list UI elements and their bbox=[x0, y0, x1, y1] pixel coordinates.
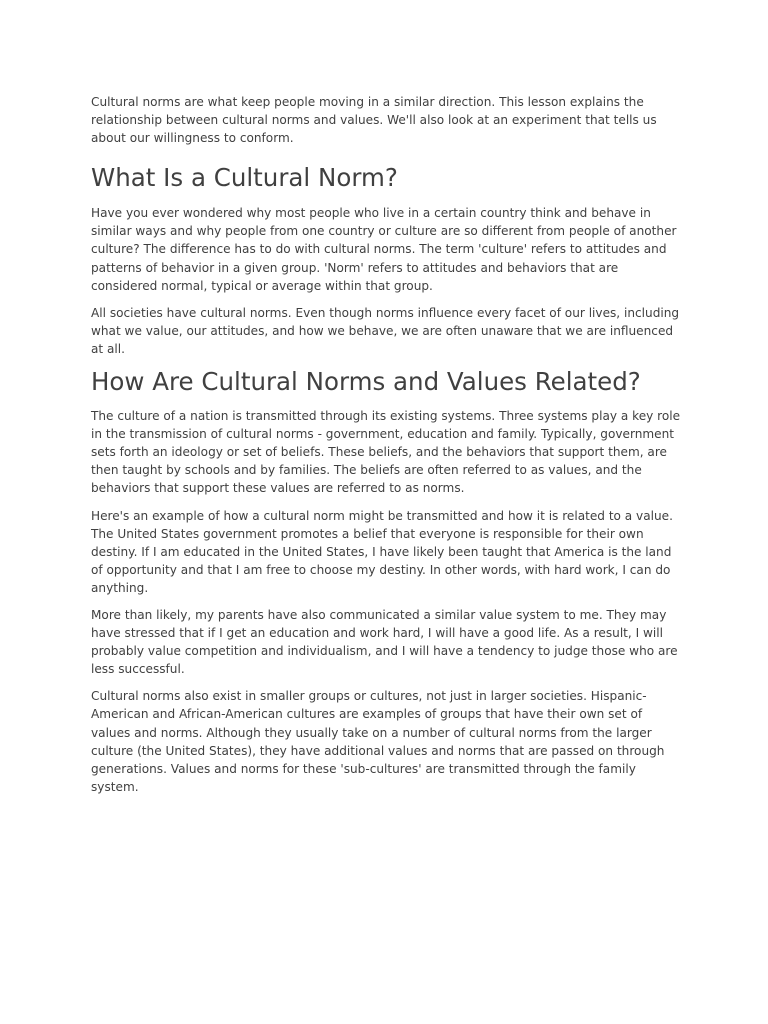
body-paragraph: Cultural norms also exist in smaller groups or cultures, not just in larger societies. Hispanic-American and African-American cultures are examples of groups that have their own set of values and norms. Although they usually take on a number of cultural norms from the larger culture (the United States), they have additional values and norms that are passed on through generations. Values and norms for these 'sub-cultures' are transmitted through the family system. bbox=[91, 689, 665, 794]
body-paragraph: More than likely, my parents have also communicated a similar value system to me. They may have stressed that if I get an education and work hard, I will have a good life. As a result, I will probably value competition and individualism, and I will have a tendency to judge those who are less successful. bbox=[91, 607, 678, 677]
body-paragraph: All societies have cultural norms. Even though norms influence every facet of our lives, including what we value, our attitudes, and how we behave, we are often unaware that we are influenced at all. bbox=[91, 305, 680, 356]
document-page bbox=[91, 93, 681, 805]
intro-paragraph: Cultural norms are what keep people moving in a similar direction. This lesson explains the relationship between cultural norms and values. We'll also look at an experiment that tells us about our willingness to conform. bbox=[91, 95, 657, 146]
section-heading-norms-and-values: How Are Cultural Norms and Values Related? bbox=[91, 367, 641, 397]
section-heading-what-is-cultural-norm: What Is a Cultural Norm? bbox=[91, 163, 398, 193]
body-paragraph: Have you ever wondered why most people who live in a certain country think and behave in similar ways and why people from one country or culture are so different from people of another culture? The difference has to do with cultural norms. The term 'culture' refers to attitudes and patterns of behavior in a given group. 'Norm' refers to attitudes and behaviors that are considered normal, typical or average within that group. bbox=[91, 206, 677, 293]
body-paragraph: The culture of a nation is transmitted through its existing systems. Three systems play a key role in the transmission of cultural norms - government, education and family. Typically, government sets forth an ideology or set of beliefs. These beliefs, and the behaviors that support them, are then taught by schools and by families. The beliefs are often referred to as values, and the behaviors that support these values are referred to as norms. bbox=[91, 409, 681, 496]
body-paragraph: Here's an example of how a cultural norm might be transmitted and how it is related to a value. The United States government promotes a belief that everyone is responsible for their own destiny. If I am educated in the United States, I have likely been taught that America is the land of opportunity and that I am free to choose my destiny. In other words, with hard work, I can do anything. bbox=[91, 508, 673, 595]
